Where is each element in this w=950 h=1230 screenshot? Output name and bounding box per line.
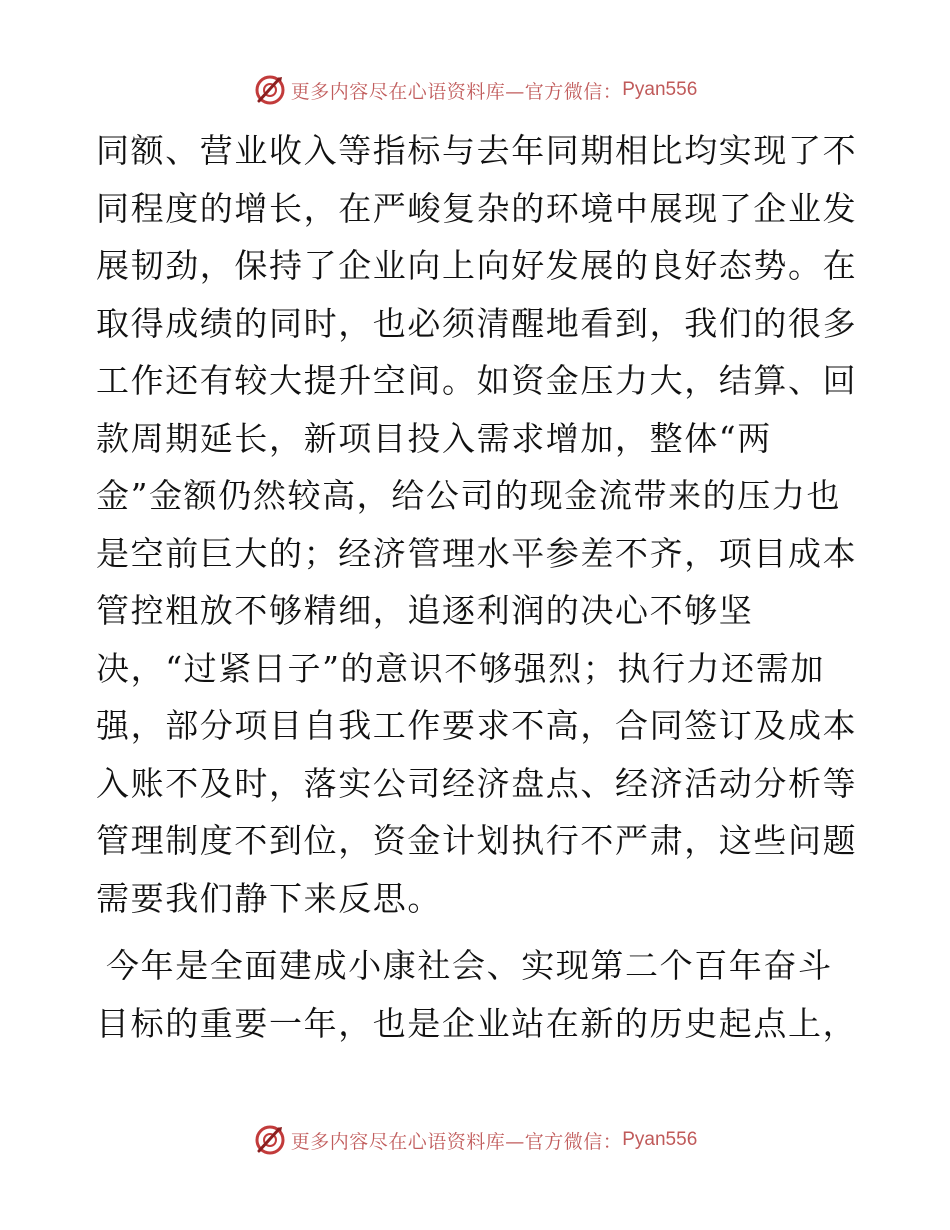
- text-line: 工作还有较大提升空间。如资金压力大，结算、回: [96, 361, 858, 400]
- page-footer-watermark: [0, 1122, 950, 1158]
- text-line: 展韧劲，保持了企业向上向好发展的良好态势。在: [96, 246, 858, 285]
- paragraph-1: [96, 122, 856, 927]
- text-line: 金”金额仍然较高，给公司的现金流带来的压力也: [96, 476, 842, 515]
- text-line: 管控粗放不够精细，追逐利润的决心不够坚: [96, 591, 754, 630]
- text-line: 决，“过紧日子”的意识不够强烈；执行力还需加: [96, 648, 825, 688]
- watermark-text: 更多内容尽在心语资料库—官方微信：: [290, 80, 623, 103]
- watermark-wechat-id: Pyan556: [622, 79, 698, 100]
- text-line: 需要我们静下来反思。: [96, 878, 442, 918]
- text-line: 今年是全面建成小康社会、实现第二个百年奋斗: [106, 946, 833, 985]
- brand-logo-icon: [253, 73, 287, 107]
- watermark-wechat-id: Pyan556: [622, 1129, 698, 1150]
- text-line: 管理制度不到位，资金计划执行不严肃，这些问题: [96, 821, 858, 860]
- text-line: 同程度的增长，在严峻复杂的环境中展现了企业发: [96, 188, 858, 228]
- brand-logo-icon: [253, 1123, 287, 1157]
- text-line: 款周期延长，新项目投入需求增加，整体“两: [96, 418, 772, 458]
- paragraph-2: [96, 937, 856, 1052]
- watermark-text: 更多内容尽在心语资料库—官方微信：: [290, 1130, 623, 1153]
- page-header-watermark: [0, 72, 950, 108]
- text-line: 取得成绩的同时，也必须清醒地看到，我们的很多: [96, 303, 858, 343]
- document-body: [96, 122, 856, 1052]
- text-line: 目标的重要一年，也是企业站在新的历史起点上，: [96, 1003, 858, 1043]
- text-line: 入账不及时，落实公司经济盘点、经济活动分析等: [96, 763, 858, 803]
- text-line: 是空前巨大的；经济管理水平参差不齐，项目成本: [96, 533, 858, 573]
- text-line: 同额、营业收入等指标与去年同期相比均实现了不: [96, 131, 858, 170]
- text-line: 强，部分项目自我工作要求不高，合同签订及成本: [96, 706, 858, 745]
